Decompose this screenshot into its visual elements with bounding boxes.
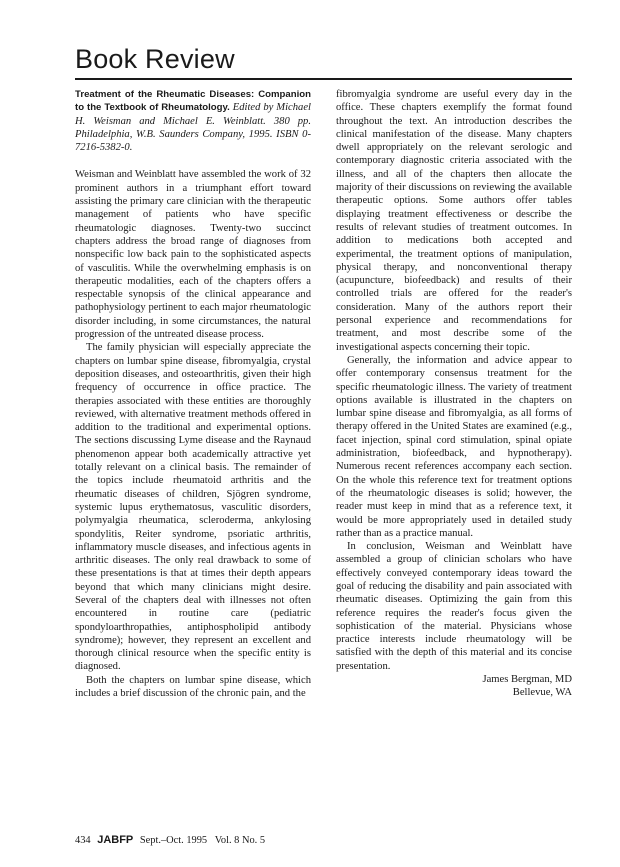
section-title: Book Review [75, 44, 235, 74]
paragraph-4: Generally, the information and advice appear to offer contemporary consensus treatment for the specific rheumatologic illness. The variety of treatment options available is illustrated in the chapters on lumbar spine disease and fibromyalgia, as all forms of therapy offered in the United States are examined (e.g., facet injection, spinal cord stimulation, spinal opiate administration, biofeedback, and hypnotherapy). Numerous recent references accompany each section. On the whole this reference text for treatment options of the rheumatologic diseases is solid; however, the reader must keep in mind that as a reference text, it would be more appropriately used in detailed study rather than as a practice manual. [336, 354, 572, 539]
book-title: Treatment of the Rheumatic Diseases: Companion to the Textbook of Rheumatology. [75, 89, 311, 114]
left-column [75, 88, 311, 700]
page-footer [75, 834, 265, 846]
page-number: 434 [75, 835, 91, 846]
paragraph-3-start: Both the chapters on lumbar spine disease, which includes a brief discussion of the chronic pain, and the [75, 674, 311, 700]
issue-date: Sept.–Oct. 1995 [139, 835, 208, 846]
book-details: Edited by Michael H. Weisman and Michael E. Weinblatt. 380 pp. Philadelphia, W.B. Saunders Company, 1995. ISBN 0-7216-5382-0. [75, 102, 311, 154]
right-column [336, 88, 572, 700]
reviewer-name: James Bergman, MD [482, 674, 572, 686]
paragraph-2: The family physician will especially appreciate the chapters on lumbar spine disease, fibromyalgia, crystal deposition diseases, and osteoarthritis, given their high frequency of occurrence in office practice. The therapies associated with these entities are thoroughly reviewed, with alternative treatment methods offered in addition to the traditional and experimental options. The sections discussing Lyme disease and the Raynaud phenomenon appear both academically attractive yet totally relevant on a clinical basis. The remainder of the topics include rheumatoid arthritis and the rheumatic diseases of children, Sjögren syndrome, systemic lupus erythematosus, vasculitic disorders, polymyalgia rheumatica, scleroderma, ankylosing spondylitis, Reiter syndrome, psoriatic arthritis, inflammatory muscle diseases, and infectious agents in arthritic diseases. The only real drawback to some of these presentations is that at times their depth appears beyond that which many clinicians might desire. Several of the chapters deal with illnesses not often encountered in routine care (pediatric spondyloarthropathies, antiphospholipid antibody syndrome); however, they represent an excellent and thorough clinical resource when the specific entity is diagnosed. [75, 342, 311, 673]
paragraph-5: In conclusion, Weisman and Weinblatt have assembled a group of clinician scholars who have effectively conveyed contemporary ideas toward the goal of reducing the disability and pain associated with rheumatic diseases. Optimizing the gain from this reference requires the reader's focus given the sophistication of the material. Physicians whose practice interests include rheumatology will be satisfied with the depth of this material and its concise presentation. [336, 541, 572, 672]
paragraph-1: Weisman and Weinblatt have assembled the work of 32 prominent authors in a triumphant effort toward assisting the primary care clinician with the therapeutic management of patients who have specific rheumatologic diagnoses. Twenty-two succinct chapters address the broad range of diagnoses from nonspecific low back pain to the sophisticated aspects of vasculitis. While the overwhelming emphasis is on therapeutic modalities, each of the chapters offers a respectable synopsis of the clinical appearance and pathophysiology pertinent to each major rheumatologic disorder including, in some circumstances, the natural progression of the untreated disease process. [75, 169, 311, 341]
volume-issue: Vol. 8 No. 5 [214, 835, 266, 846]
title-rule [75, 78, 572, 80]
paragraph-3-continued: fibromyalgia syndrome are useful every day in the office. These chapters exemplify the format found throughout the text. An introduction describes the clinical manifestation of the disease. Many chapters dwell appropriately on the relevant serologic and contemporary diagnostic criteria associated with the illness, and all of the chapters then allocate the majority of their discussions on reviewing the available therapeutic options. Some authors offer tables displaying treatment effectiveness or describe the results of relevant studies of treatment outcomes. In addition to medications both accepted and experimental, the treatment options of manipulation, physical therapy, and nonconventional therapy (acupuncture, biofeedback) and results of their controlled trials are offered for the reader's consideration. Many of the authors report their personal experience and recommendations for treatment, and most describe some of the investigational aspects concerning their topic. [336, 89, 572, 353]
reviewer-location: Bellevue, WA [512, 687, 572, 699]
book-citation [75, 88, 311, 154]
journal-name: JABFP [97, 834, 134, 846]
